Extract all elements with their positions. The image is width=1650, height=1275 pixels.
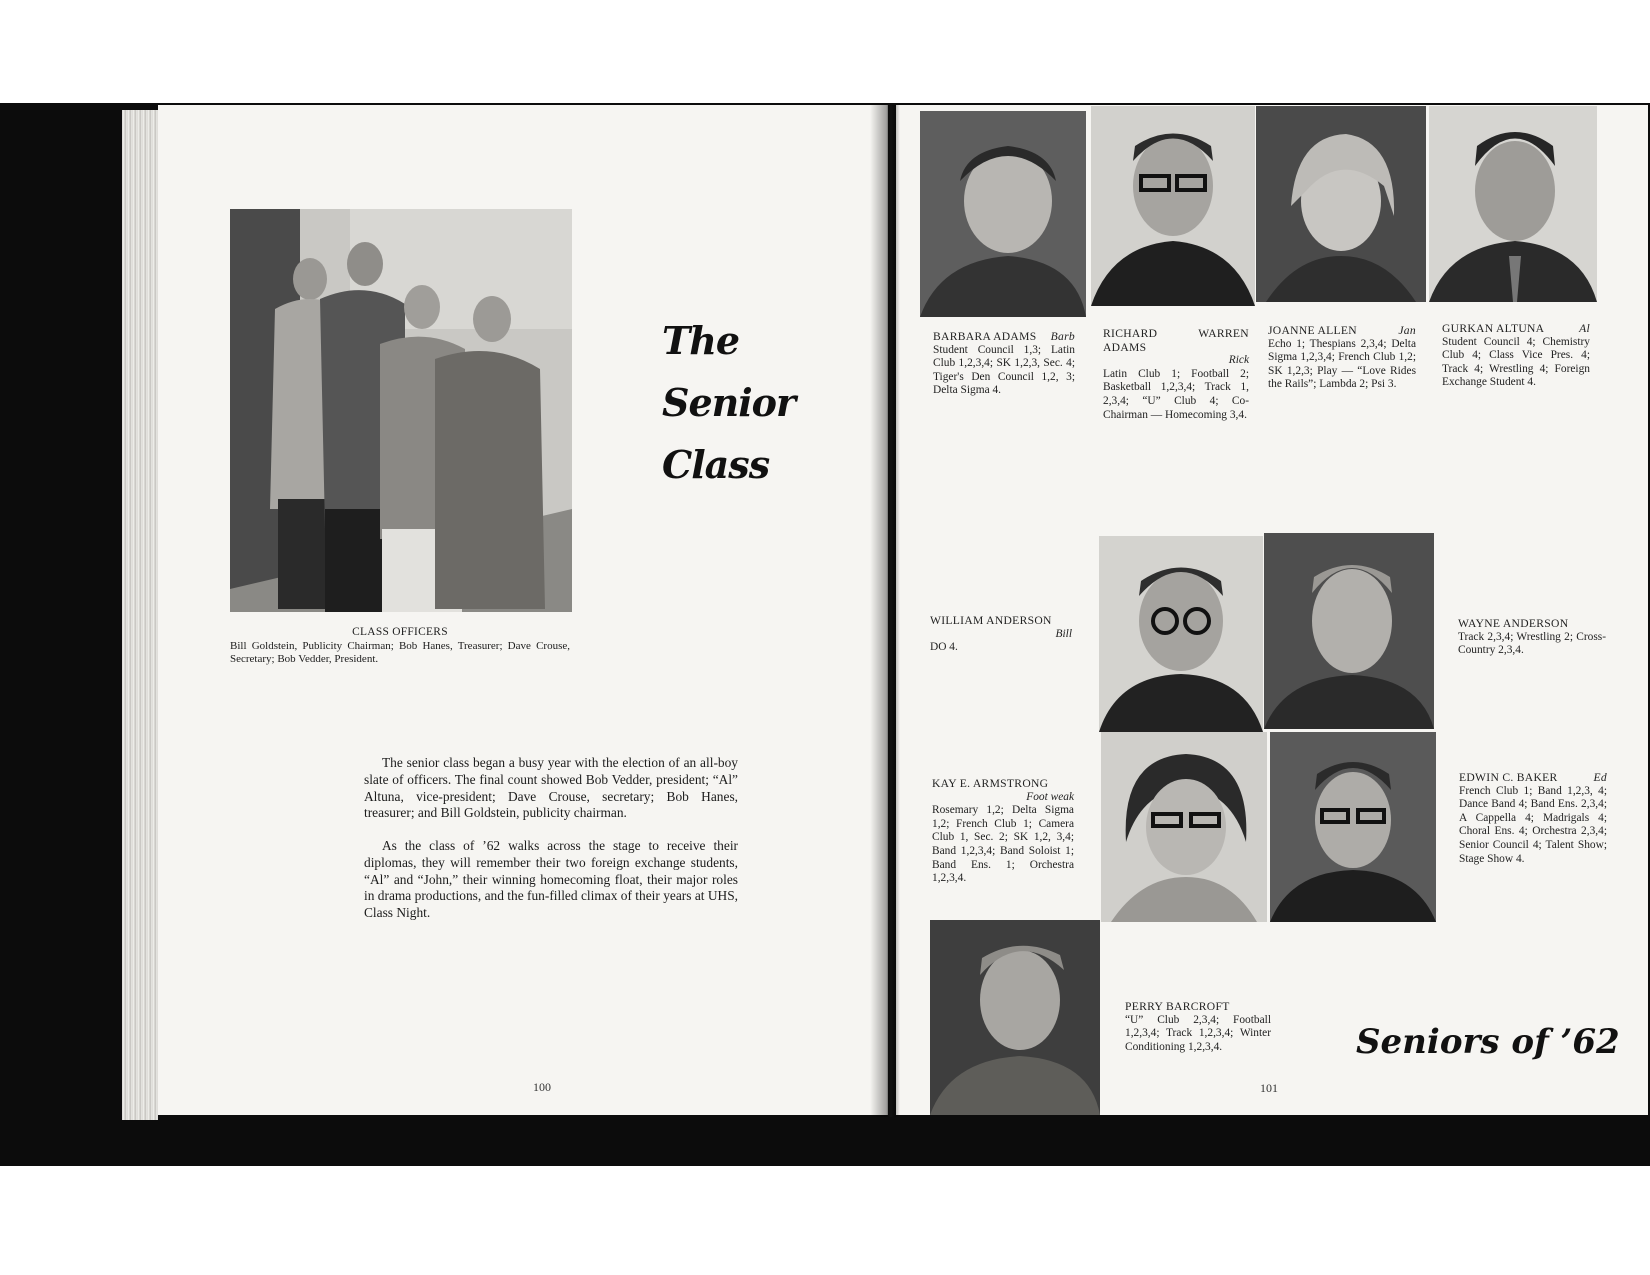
- senior-activities: Track 2,3,4; Wrestling 2; Cross-Country 2,3,4.: [1458, 630, 1606, 657]
- portrait-william-anderson: [1099, 536, 1263, 732]
- senior-name: GURKAN ALTUNA: [1442, 322, 1545, 335]
- book-page-edges: [122, 110, 158, 1120]
- senior-caption-barbara-adams: [933, 330, 1075, 398]
- senior-caption-richard-adams: [1103, 327, 1249, 422]
- senior-activities: DO 4.: [930, 641, 958, 654]
- portrait-richard-adams: [1091, 106, 1255, 306]
- senior-activities: Student Council 1,3; Latin Club 1,2,3,4; SK 1,2,3, Sec. 4; Tiger's Den Council 1,2, 3; Delta Sigma 4.: [933, 343, 1075, 397]
- portrait-kay-armstrong: [1101, 732, 1267, 922]
- senior-activities: Student Council 4; Chemistry Club 4; Class Vice Pres. 4; Track 4; Wrestling 4; Foreign Exchange Student 4.: [1442, 335, 1590, 389]
- senior-nickname: Bill: [1055, 627, 1072, 640]
- senior-name: KAY E. ARMSTRONG: [932, 777, 1049, 790]
- senior-caption-joanne-allen: [1268, 324, 1416, 392]
- portrait-wayne-anderson: [1264, 533, 1434, 729]
- senior-nickname: Ed: [1593, 771, 1607, 784]
- class-officers-names: Bill Goldstein, Publicity Chairman; Bob Hanes, Treasurer; Dave Crouse, Secretary; Bob Vedder, President.: [230, 640, 570, 665]
- book-gutter: [870, 105, 900, 1117]
- senior-caption-perry-barcroft: [1125, 1000, 1271, 1054]
- senior-class-paragraph-1: The senior class began a busy year with the election of an all-boy slate of officers. The final count showed Bob Vedder, president; “Al” Altuna, vice-president; Dave Crouse, secretary; Bob Hanes, treasurer; and Bill Goldstein, publicity chairman.: [364, 755, 738, 821]
- portrait-barbara-adams: [920, 111, 1086, 317]
- senior-class-title-line-2: Senior: [662, 380, 796, 425]
- senior-class-title-line-1: The: [662, 318, 740, 363]
- senior-activities: Echo 1; Thespians 2,3,4; Delta Sigma 1,2,3,4; French Club 1,2; SK 1,2,3; Play — “Love Rides the Rails”; Lambda 2; Psi 3.: [1268, 337, 1416, 391]
- senior-nickname: Rick: [1228, 354, 1249, 367]
- senior-activities: “U” Club 2,3,4; Football 1,2,3,4; Track 1,2,3,4; Winter Conditioning 1,2,3,4.: [1125, 1013, 1271, 1053]
- portrait-edwin-baker: [1270, 732, 1436, 922]
- senior-name: BARBARA ADAMS: [933, 330, 1037, 343]
- senior-nickname: Al: [1579, 322, 1590, 335]
- senior-class-paragraph-2: As the class of ’62 walks across the stage to receive their diplomas, they will remember their two foreign exchange students, “Al” and “John,” their winning homecoming float, their major roles in drama productions, and the fun-filled climax of their years at UHS, Class Night.: [364, 838, 738, 921]
- senior-caption-edwin-baker: [1459, 771, 1607, 866]
- senior-nickname: Barb: [1050, 330, 1075, 343]
- senior-name: EDWIN C. BAKER: [1459, 771, 1558, 784]
- right-page-number: 101: [1260, 1081, 1278, 1095]
- senior-nickname: Jan: [1398, 324, 1416, 337]
- senior-name: WILLIAM ANDERSON: [930, 614, 1052, 627]
- senior-name: JOANNE ALLEN: [1268, 324, 1357, 337]
- senior-activities: Latin Club 1; Football 2; Basketball 1,2,3,4; Track 1, 2,3,4; “U” Club 4; Co-Chairman — Homecoming 3,4.: [1103, 367, 1249, 421]
- senior-name: PERRY BARCROFT: [1125, 1000, 1230, 1013]
- left-page-number: 100: [533, 1080, 551, 1094]
- portrait-joanne-allen: [1256, 106, 1426, 302]
- seniors-of-62-title: Seniors of ’62: [1356, 1022, 1620, 1062]
- portrait-perry-barcroft: [930, 920, 1100, 1115]
- senior-nickname: Foot weak: [1026, 790, 1074, 803]
- senior-activities: French Club 1; Band 1,2,3, 4; Dance Band 4; Band Ens. 2,3,4; A Cappella 4; Madrigals 4; Choral Ens. 4; Orchestra 2,3,4; Senior Council 4; Talent Show; Stage Show 4.: [1459, 784, 1607, 865]
- senior-caption-william-anderson: [930, 614, 1072, 655]
- class-officers-photo: [230, 209, 572, 612]
- senior-caption-gurkan-altuna: [1442, 322, 1590, 390]
- senior-activities: Rosemary 1,2; Delta Sigma 1,2; French Club 1; Camera Club 1, Sec. 2; SK 1,2, 3,4; Band 1,2,3,4; Band Soloist 1; Band Ens. 1; Orchestra 1,2,3,4.: [932, 804, 1074, 885]
- class-officers-heading: CLASS OFFICERS: [352, 626, 448, 638]
- senior-name: WAYNE ANDERSON: [1458, 617, 1569, 630]
- senior-caption-wayne-anderson: [1458, 617, 1606, 658]
- senior-class-title-line-3: Class: [662, 442, 770, 487]
- senior-name: RICHARD WARREN ADAMS: [1103, 327, 1249, 354]
- portrait-gurkan-altuna: [1429, 106, 1597, 302]
- senior-caption-kay-armstrong: [932, 777, 1074, 886]
